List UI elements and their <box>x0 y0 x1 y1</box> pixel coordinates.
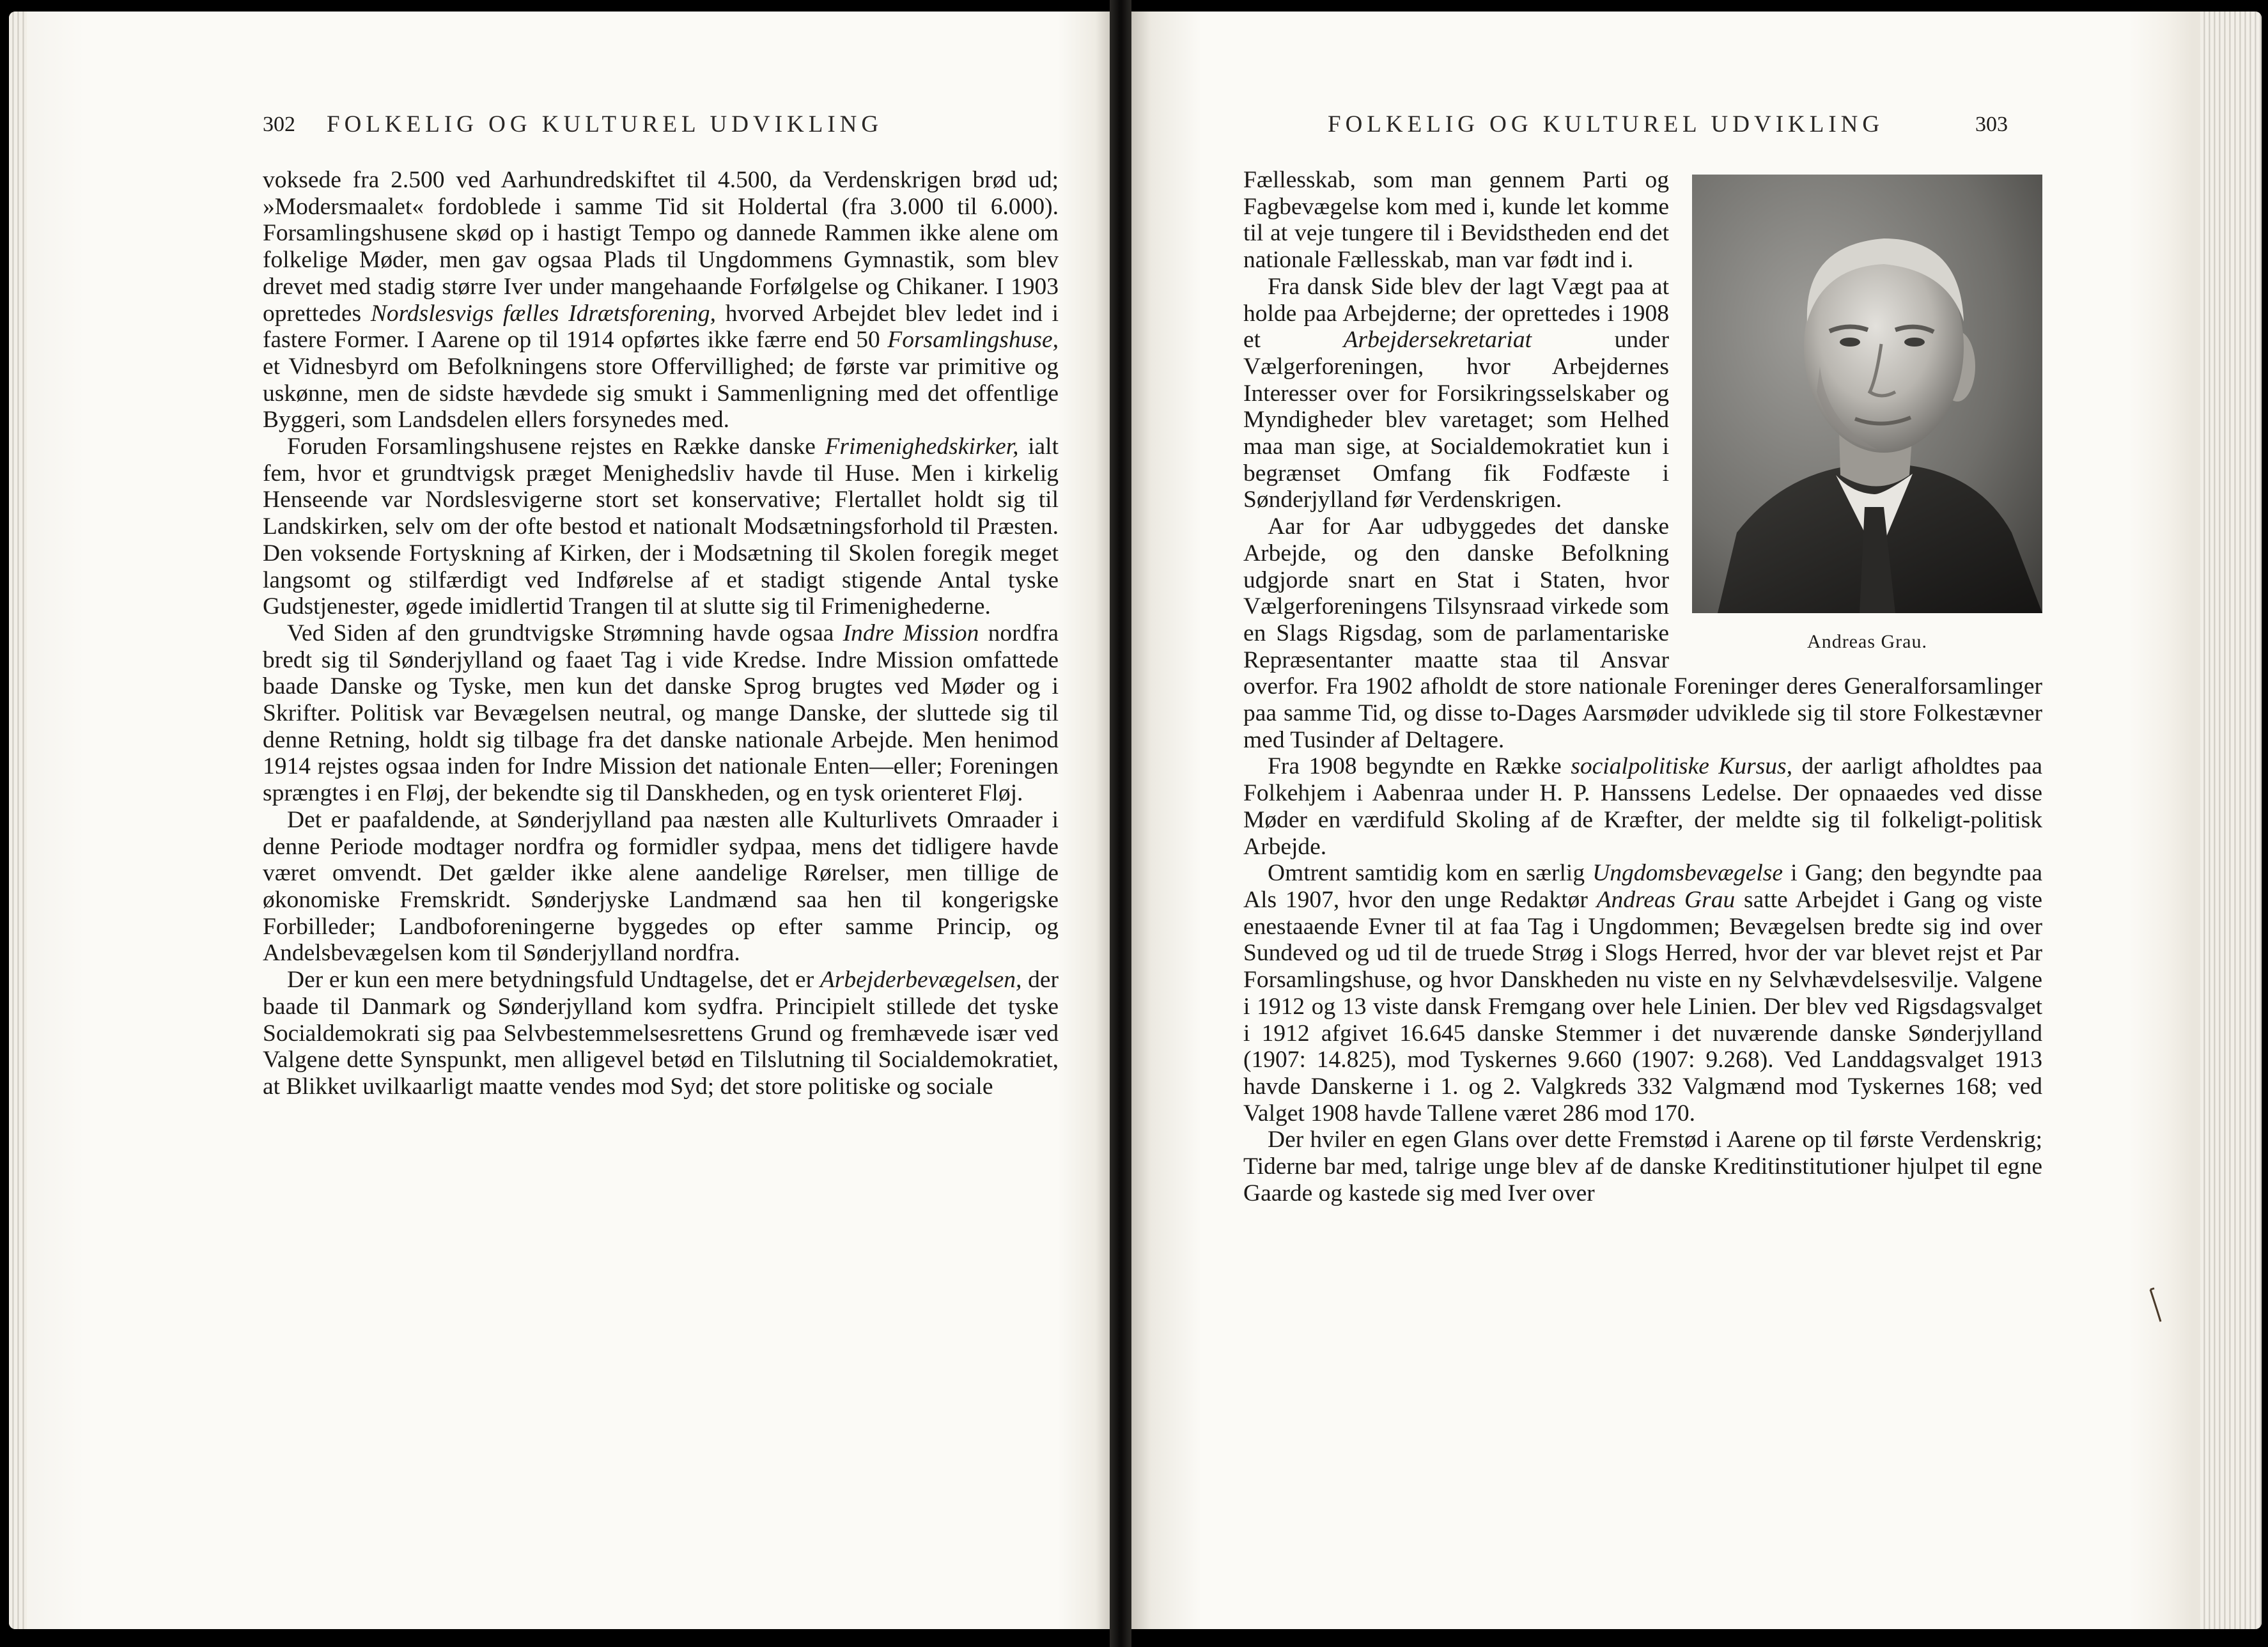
italic-run: Ungdomsbevægelse <box>1592 860 1783 887</box>
text-run: satte Arbejdet i Gang og viste enestaaende Evner til at faa Tag i Ungdommen; Bevægelsen bredte sig ind over Sundeved og ud til de truede Strøg i Slogs Herred, hvor der var blevet rejst et Par Forsamlingshuse, og hvor Danskheden nu viste en ny Selvhævdelsesvilje. Valgene i 1912 og 13 viste dansk Fremgang over hele Linien. Der blev ved Rigsdagsvalget i 1912 afgivet 16.645 danske Stemmer i det nuværende danske Sønderjylland (1907: 14.825), mod Tyskernes 9.660 (1907: 9.268). Ved Landdagsvalget 1913 havde Danskerne i 1. og 2. Valgkreds 332 Valgmænd mod Tyskernes 168; ved Valget 1908 havde Tallene været 286 mod 170. <box>1243 886 2042 1127</box>
italic-run: Arbejderbevægelsen, <box>819 967 1022 994</box>
right-page-number: 303 <box>1975 113 2008 136</box>
text-run: Omtrent samtidig kom en særlig <box>1268 860 1593 887</box>
portrait-photo-icon <box>1692 175 2042 613</box>
paragraph <box>263 620 1059 807</box>
text-run: Det er paafaldende, at Sønderjylland paa næsten alle Kulturlivets Omraader i denne Periode modtager nordfra og formidler sydpaa, mens det tidligere havde været omvendt. Det gælder ikke alene aandelige Rørelser, men tillige de økonomiske Fremskridt. Sønderjyske Landmænd saa hen til kongerigske Forbilleder; Landboforeningerne byggedes op efter samme Princip, og Andelsbevægelsen kom til Sønderjylland nordfra. <box>263 806 1059 967</box>
paragraph <box>263 967 1059 1100</box>
text-run: der aarligt afholdtes paa Folkehjem i Aabenraa under H. P. Hanssens Ledelse. Der opnaaedes ved disse Møder en værdifuld Skoling af de Kræfter, der meldte sig til folkeligt-politisk Arbejde. <box>1243 753 2042 860</box>
margin-mark-icon <box>2147 1287 2166 1325</box>
right-page-edges <box>2200 12 2262 1629</box>
text-run: Fællesskab, som man gennem Parti og Fagbevægelse kom med i, kunde let komme til at veje tungere til i Bevidstheden end det nationale Fællesskab, man var født ind i. <box>1243 167 1669 274</box>
italic-run: Indre Mission <box>843 620 979 646</box>
paragraph <box>1243 860 2042 1127</box>
text-run: ialt fem, hvor et grundtvigsk præget Menighedsliv havde til Huse. Men i kirkelig Henseende var Nordslesvigerne stort set konservative; Flertallet holdt sig til Landskirken, selv om der ofte bestod et nationalt Modsætningsforhold til Præsten. Den voksende Fortyskning af Kirken, der i Modsætning til Skolen foregik meget langsomt og stilfærdigt ved Indførelse af et stadigt stigende Antal tyske Gudstjenester, øgede imidlertid Trangen til at slutte sig til Frimenighederne. <box>263 433 1059 620</box>
text-run: et Vidnesbyrd om Befolkningens store Offervillighed; de første var primitive og uskønne, men de sidste hævdede sig smukt i Sammenligning med det offentlige Byggeri, som Landsdelen ellers forsynedes med. <box>263 353 1059 433</box>
text-run: der baade til Danmark og Sønderjylland kom sydfra. Principielt stillede det tyske Socialdemokrati sig paa Selvbestemmelsesrettens Grund og fremhævede især ved Valgene dette Synspunkt, men alligevel betød en Tilslutning til Socialdemokratiet, at Blikket uvilkaarligt maatte vendes mod Syd; det store politiske og sociale <box>263 967 1059 1100</box>
text-run: nordfra bredt sig til Sønderjylland og faaet Tag i vide Kredse. Indre Mission omfattede baade Danske og Tyske, men kun det danske Sprog brugtes ved Møder og i Skrifter. Politisk var Bevægelsen neutral, og mange Danske, der sluttede sig til denne Retning, holdt sig tilbage fra det danske nationale Arbejde. Men henimod 1914 rejstes ogsaa inden for Indre Mission det nationale Enten—eller; Foreningen sprængtes i en Fløj, der bekendte sig til Danskheden, og en tysk orienteret Fløj. <box>263 620 1059 807</box>
text-run: Der hviler en egen Glans over dette Fremstød i Aarene op til første Verdenskrig; Tiderne bar med, talrige unge blev af de danske Kreditinstitutioner hjulpet til egne Gaarde og kastede sig med Iver over <box>1243 1127 2042 1206</box>
left-page-edges <box>9 12 27 1629</box>
paragraph <box>263 167 1059 433</box>
portrait-caption: Andreas Grau. <box>1807 631 1927 652</box>
paragraph <box>263 433 1059 620</box>
paragraph <box>1243 753 2042 860</box>
text-run: Aar for Aar udbyggedes det danske Arbejde, og den danske Befolkning udgjorde snart en Stat i Staten, hvor Vælgerforeningens Tilsynsraad virkede som en Slags Rigsdag, som de parlamentariske Repræsentanter maatte staa til Ansvar overfor. Fra 1902 afholdt de store nationale Foreninger deres Generalforsamlinger paa samme Tid, og disse to-Dages Aarsmøder udviklede sig til store Folkestævner med Tusinder af Deltagere. <box>1243 513 2042 753</box>
text-run: Fra 1908 begyndte en Række <box>1268 753 1571 780</box>
italic-run: Arbejdersekretariat <box>1343 327 1532 354</box>
text-run: i Gang; den begyndte paa Als 1907, hvor den unge Redaktør <box>1243 860 2042 913</box>
italic-run: Frimenighedskirker, <box>825 433 1019 460</box>
text-run: Der er kun een mere betydningsfuld Undtagelse, det er <box>287 967 820 994</box>
italic-run: Forsamlingshuse, <box>887 327 1059 354</box>
text-run: Fra dansk Side blev der lagt Vægt paa at holde paa Arbejderne; der oprettedes i 1908 et <box>1243 273 1669 354</box>
text-run: voksede fra 2.500 ved Aarhundredskiftet til 4.500, da Verdenskrigen brød ud; »Modersmaalet« fordoblede i samme Tid sit Holdertal (fra 3.000 til 6.000). Forsamlingshusene skød op i hastigt Tempo og dannede Rammen ikke alene om folkelige Møder, men gav ogsaa Plads til Ungdommens Gymnastik, som blev drevet med stadig større Iver under mangehaande Forfølgelse og Chikaner. I 1903 oprettedes <box>263 167 1059 327</box>
text-run: under Vælgerforeningen, hvor Arbejdernes Interesser over for Forsikringsselskaber og Myndigheder blev varetaget; som Helhed maa man sige, at Socialdemokratiet kun i begrænset Omfang fik Fodfæste i Sønderjylland før Verdenskrigen. <box>1243 327 1669 513</box>
right-running-head: FOLKELIG OG KULTUREL UDVIKLING <box>1328 111 1884 137</box>
paragraph <box>1243 1127 2042 1206</box>
italic-run: socialpolitiske Kursus, <box>1571 753 1793 780</box>
book-gutter <box>1110 0 1131 1647</box>
italic-run: Andreas Grau <box>1596 886 1736 913</box>
left-page <box>9 12 1110 1629</box>
text-run: hvorved Arbejdet blev ledet ind i fastere Former. I Aarene op til 1914 opførtes ikke færre end 50 <box>263 300 1059 354</box>
left-body-text <box>263 167 1059 1100</box>
right-page <box>1131 12 2262 1629</box>
text-run: Ved Siden af den grundtvigske Strømning havde ogsaa <box>287 620 843 646</box>
text-run: Foruden Forsamlingshusene rejstes en Række danske <box>287 433 825 460</box>
paragraph <box>263 807 1059 967</box>
italic-run: Nordslesvigs fælles Idrætsforening, <box>370 300 717 327</box>
left-running-head: FOLKELIG OG KULTUREL UDVIKLING <box>327 111 883 137</box>
left-page-number: 302 <box>263 113 295 136</box>
portrait-figure <box>1692 175 2042 655</box>
right-body-text <box>1243 167 2042 1206</box>
